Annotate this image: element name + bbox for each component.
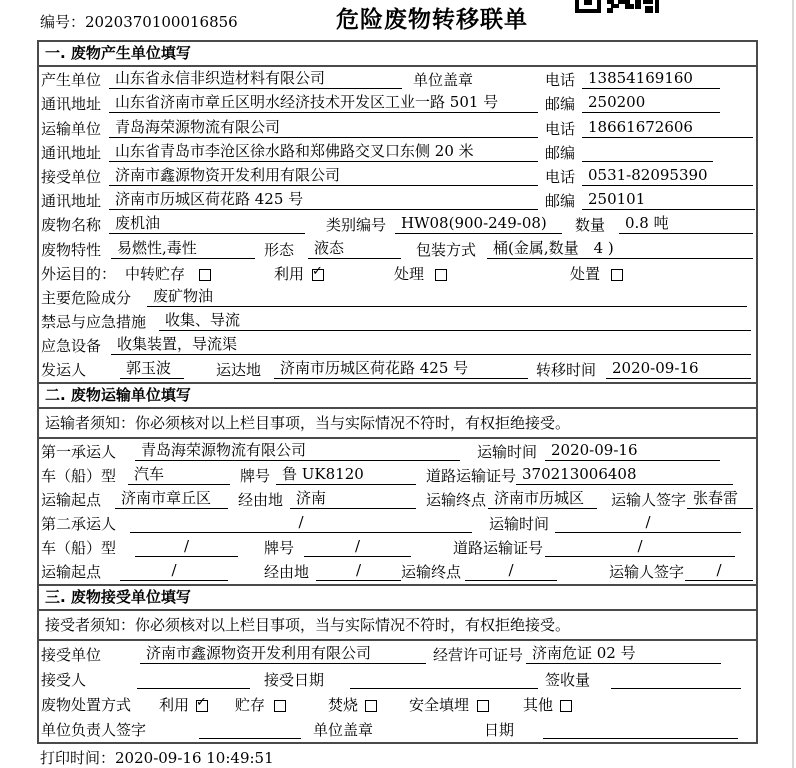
field-label: 通讯地址 — [41, 192, 102, 211]
field-label: 形态 — [264, 240, 295, 259]
field-label: 经由地 — [238, 491, 284, 510]
form-section — [39, 584, 756, 742]
receiver-address-field: 济南市历城区荷花路 425 号 — [109, 191, 538, 210]
field-label: 邮编 — [545, 192, 576, 211]
receiver-name-field: 济南市鑫源物资开发利用有限公司 — [109, 167, 538, 186]
field-label: 接受单位 — [41, 646, 102, 665]
field-label: 牌号 — [264, 539, 295, 558]
signature-row — [39, 717, 756, 742]
license-number-field: 济南危证 02 号 — [526, 645, 721, 664]
section-header: 一. 废物产生单位填写 — [39, 42, 756, 67]
field-label: 废物处置方式 — [41, 696, 132, 715]
via2-field: / — [316, 562, 401, 581]
form-section — [39, 42, 756, 382]
field-label: 通讯地址 — [41, 143, 102, 162]
field-label: 外运目的： — [41, 264, 117, 283]
transporter-zip-field — [582, 144, 713, 162]
checkbox-treat — [435, 269, 447, 281]
packaging-field: 桶(金属,数量 4 ) — [487, 240, 753, 259]
accept-date-field — [350, 671, 538, 689]
field-label: 主要危险成分 — [41, 288, 132, 307]
checkbox-disposal-other — [560, 700, 572, 712]
field-label: 运输起点 — [41, 563, 102, 582]
field-label: 邮编 — [545, 95, 576, 114]
field-label: 车（船）型 — [41, 467, 117, 486]
emergency-measures-row — [39, 310, 756, 334]
field-label: 接受单位 — [41, 167, 102, 186]
print-time-label: 打印时间： — [40, 749, 116, 767]
field-label: 类别编号 — [326, 216, 387, 235]
field-label: 其他 — [523, 696, 554, 715]
producer-zip-field: 250200 — [582, 94, 720, 113]
field-label: 运输时间 — [477, 443, 538, 462]
field-label: 电话 — [545, 167, 576, 186]
field-label: 运输人签字 — [611, 491, 687, 510]
plate-number-field: 鲁 UK8120 — [276, 466, 416, 485]
sign-date-field — [543, 721, 738, 739]
field-label: 运输时间 — [489, 515, 550, 534]
route2-row — [39, 560, 756, 584]
field-label: 接受日期 — [264, 671, 325, 690]
accept-person-row — [39, 667, 756, 692]
receiver-zip-field: 250101 — [582, 191, 755, 210]
waste-code-field: HW08(900-249-08) — [395, 215, 562, 234]
transporter-address-field: 山东省青岛市李沧区徐水路和郑佛路交叉口东侧 20 米 — [109, 143, 538, 162]
transporter-phone-field: 18661672606 — [582, 119, 753, 138]
waste-property-field: 易燃性,毒性 — [111, 240, 255, 259]
section-body — [39, 67, 756, 382]
transfer-date-field: 2020-09-16 — [606, 360, 751, 379]
print-timestamp — [40, 747, 274, 768]
field-label: 运输终点 — [401, 563, 462, 582]
emergency-equipment-field: 收集装置，导流渠 — [111, 336, 751, 355]
checkbox-dispose — [611, 269, 623, 281]
destination-field: 济南市历城区荷花路 425 号 — [274, 360, 528, 379]
plate-number2-field: / — [304, 538, 411, 557]
carrier-signature2-field: / — [685, 562, 753, 581]
vehicle2-row — [39, 536, 756, 560]
field-label: 处理 — [394, 264, 425, 283]
field-label: 电话 — [545, 119, 576, 138]
via-field: 济南 — [290, 490, 416, 509]
waste-quantity-field: 0.8 吨 — [619, 215, 753, 234]
page-edge-line — [792, 0, 794, 768]
check-icon: ✓ — [196, 695, 207, 711]
field-label: 数量 — [575, 216, 606, 235]
waste-form-field: 液态 — [308, 240, 401, 259]
field-label: 利用 — [159, 696, 190, 715]
accept-unit-field: 济南市鑫源物资开发利用有限公司 — [140, 645, 426, 664]
field-label: 接受人 — [41, 671, 87, 690]
field-label: 签收量 — [545, 671, 591, 690]
road-permit-field: 370213006408 — [516, 466, 733, 485]
carrier2-row — [39, 512, 756, 536]
checkbox-transfer-storage — [199, 269, 211, 281]
field-label: 废物特性 — [41, 240, 102, 259]
road-permit2-field: / — [545, 538, 735, 557]
receiver-unit-row — [39, 165, 756, 189]
terminus-field: 济南市历城区 — [488, 490, 597, 509]
field-label: 转移时间 — [536, 361, 597, 380]
serial-label: 编号： — [40, 13, 86, 31]
section-notice: 接受者须知：你必须核对以上栏目事项，当与实际情况不符时，有权拒绝接受。 — [39, 611, 756, 641]
section-header: 三. 废物接受单位填写 — [39, 584, 756, 611]
field-label: 经营许可证号 — [433, 646, 524, 665]
form-section — [39, 382, 756, 584]
checkbox-disposal-utilize — [196, 695, 208, 712]
field-label: 贮存 — [235, 696, 266, 715]
transfer-purpose-row — [39, 262, 756, 286]
emergency-equipment-row — [39, 334, 756, 358]
field-label: 单位盖章 — [313, 721, 374, 740]
field-label: 处置 — [570, 264, 601, 283]
qr-code-fragment — [575, 0, 659, 13]
field-label: 运输单位 — [41, 119, 102, 138]
dispatch-row — [39, 358, 756, 382]
field-label: 电话 — [545, 71, 576, 90]
waste-name-field: 废机油 — [109, 215, 305, 234]
transporter-unit-row — [39, 116, 756, 140]
field-label: 牌号 — [240, 467, 271, 486]
field-label: 道路运输证号 — [453, 539, 544, 558]
field-label: 中转贮存 — [125, 264, 186, 283]
responsible-signature-field — [199, 721, 301, 739]
field-label: 单位盖章 — [413, 71, 474, 90]
hazard-component-row — [39, 286, 756, 310]
vehicle1-row — [39, 464, 756, 488]
check-icon: ✓ — [312, 263, 323, 279]
origin-field: 济南市章丘区 — [115, 490, 228, 509]
hazard-component-field: 废矿物油 — [147, 288, 747, 307]
dispatcher-field: 郭玉波 — [120, 360, 184, 379]
received-quantity-field — [611, 671, 741, 689]
carrier2-field: / — [130, 514, 472, 533]
field-label: 运达地 — [216, 361, 262, 380]
field-label: 第一承运人 — [41, 443, 117, 462]
transporter-address-row — [39, 141, 756, 165]
vehicle-type-field: 汽车 — [128, 466, 230, 485]
field-label: 通讯地址 — [41, 95, 102, 114]
checkbox-disposal-incinerate — [365, 700, 377, 712]
producer-unit-row — [39, 68, 756, 92]
carrier1-field: 青岛海荣源物流有限公司 — [135, 442, 460, 461]
field-label: 日期 — [484, 721, 515, 740]
field-label: 第二承运人 — [41, 515, 117, 534]
field-label: 利用 — [274, 264, 305, 283]
manifest-form — [37, 40, 758, 744]
field-label: 道路运输证号 — [426, 467, 517, 486]
field-label: 单位负责人签字 — [41, 721, 147, 740]
producer-name-field: 山东省永信非织造材料有限公司 — [109, 70, 402, 89]
field-label: 发运人 — [41, 361, 87, 380]
section-header: 二. 废物运输单位填写 — [39, 382, 756, 409]
section-body — [39, 439, 756, 584]
field-label: 车（船）型 — [41, 539, 117, 558]
transport-date-field: 2020-09-16 — [545, 442, 720, 461]
accept-person-field — [137, 671, 250, 689]
transporter-name-field: 青岛海荣源物流有限公司 — [109, 119, 538, 138]
route1-row — [39, 488, 756, 512]
field-label: 经由地 — [264, 563, 310, 582]
field-label: 运输终点 — [426, 491, 487, 510]
field-label: 邮编 — [545, 143, 576, 162]
emergency-measures-field: 收集、导流 — [159, 312, 751, 331]
origin2-field: / — [120, 562, 228, 581]
accept-unit-row — [39, 642, 756, 667]
producer-address-row — [39, 92, 756, 116]
field-label: 焚烧 — [328, 696, 359, 715]
terminus2-field: / — [465, 562, 557, 581]
producer-phone-field: 13854169160 — [582, 70, 720, 89]
waste-name-row — [39, 213, 756, 237]
field-label: 运输起点 — [41, 491, 102, 510]
checkbox-disposal-store — [274, 700, 286, 712]
field-label: 废物名称 — [41, 216, 102, 235]
field-label: 包装方式 — [416, 240, 477, 259]
section-body — [39, 641, 756, 742]
producer-address-field: 山东省济南市章丘区明水经济技术开发区工业一路 501 号 — [109, 94, 538, 113]
field-label: 应急设备 — [41, 337, 102, 356]
field-label: 运输人签字 — [609, 563, 685, 582]
serial-value: 2020370100016856 — [85, 13, 238, 31]
checkbox-disposal-landfill — [477, 700, 489, 712]
transport-date2-field: / — [555, 514, 741, 533]
carrier-signature-field: 张春雷 — [687, 490, 753, 509]
field-label: 产生单位 — [41, 71, 102, 90]
disposal-method-row — [39, 692, 756, 717]
vehicle-type2-field: / — [135, 538, 238, 557]
receiver-phone-field: 0531-82095390 — [582, 167, 753, 186]
receiver-address-row — [39, 189, 756, 213]
document-title: 危险废物转移联单 — [336, 7, 528, 33]
field-label: 安全填埋 — [409, 696, 470, 715]
carrier1-row — [39, 440, 756, 464]
section-notice: 运输者须知：你必须核对以上栏目事项，当与实际情况不符时，有权拒绝接受。 — [39, 409, 756, 439]
field-label: 禁忌与应急措施 — [41, 313, 147, 332]
serial-number — [40, 11, 238, 32]
checkbox-utilize — [312, 263, 324, 281]
waste-property-row — [39, 237, 756, 261]
print-time-value: 2020-09-16 10:49:51 — [115, 749, 274, 767]
